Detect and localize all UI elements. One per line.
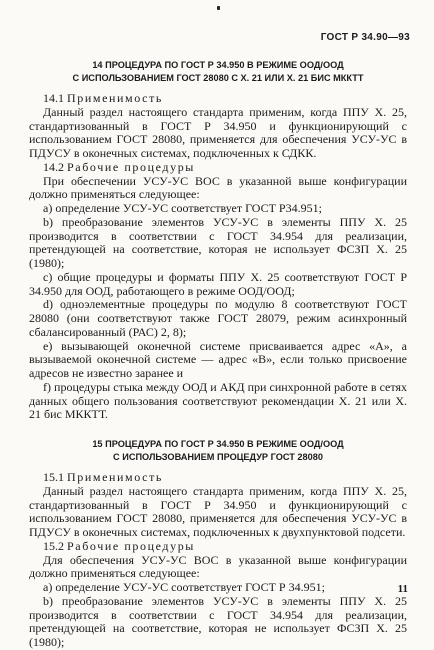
subsection-15-1-title: Применимость: [67, 470, 163, 484]
subsection-14-1-text: Данный раздел настоящего стандарта применим, когда ППУ Х. 25, стандартизованный в ГОСТ Р 34.950 и функционирующий с использованием ГОСТ 28080, применяется для обеспечения УСУ-УС в ПДУСУ в оконечных системах, подключенных к СДКК.: [29, 104, 407, 160]
section-15-heading: [29, 438, 407, 464]
section-15-heading-line-2: С ИСПОЛЬЗОВАНИЕМ ПРОЦЕДУР ГОСТ 28080: [113, 452, 323, 462]
section-14-heading-line-1: 14 ПРОЦЕДУРА ПО ГОСТ Р 34.950 В РЕЖИМЕ ООД/ООД: [92, 60, 344, 70]
list-item: a) определение УСУ-УС соответствует ГОСТ Р34.951;: [43, 201, 322, 215]
subsection-15-1-text: Данный раздел настоящего стандарта применим, когда ППУ Х. 25, стандартизованный в ГОСТ Р 34.950 и функционирующий с использованием ГОСТ 28080, применяется для обеспечения УСУ-УС в ПДУСУ в оконечных системах, подключенных к двухпунктовой подсети.: [29, 483, 407, 539]
page-number: 11: [397, 583, 408, 595]
list-item: f) процедуры стыка между ООД и АКД при синхронной работе в сетях данных общего пользования соответствуют рекомендации Х. 21 или Х. 21 бис МККТТ.: [29, 379, 407, 422]
subsection-15-1-number: 15.1: [43, 470, 64, 484]
document-body: [29, 59, 407, 650]
list-item: c) общие процедуры и форматы ППУ Х. 25 соответствуют ГОСТ Р 34.950 для ООД, работающего в режиме ООД/ООД;: [29, 269, 407, 298]
subsection-15-1-heading: [29, 471, 407, 485]
section-15-heading-line-1: 15 ПРОЦЕДУРА ПО ГОСТ Р 34.950 В РЕЖИМЕ ООД/ООД: [92, 439, 344, 449]
subsection-14-2-intro: При обеспечении УСУ-УС ВОС в указанной выше конфигурации должно применяться следующее:: [29, 173, 407, 202]
section-14-heading-line-2: С ИСПОЛЬЗОВАНИЕМ ГОСТ 28080 С Х. 21 ИЛИ Х. 21 БИС МККТТ: [72, 73, 364, 83]
subsection-14-1-heading: [29, 92, 407, 106]
list-item: d) одноэлементные процедуры по модулю 8 соответствуют ГОСТ 28080 (они соответствуют также ГОСТ 28079, режим асинхронный сбалансированный (РАС) 2, 8);: [29, 297, 407, 339]
list-item: a) определение УСУ-УС соответствует ГОСТ Р 34.951;: [43, 580, 325, 594]
list-item: b) преобразование элементов УСУ-УС в элементы ППУ Х. 25 производится в соответствии с ГОСТ 34.954 для реализации, претендующей на соответствие, которая не использует ФСЗП Х. 25 (1980);: [29, 593, 407, 649]
subsection-15-2-title: Рабочие процедуры: [67, 538, 195, 553]
subsection-14-1-number: 14.1: [43, 91, 64, 105]
subsection-15-2-intro: Для обеспечения УСУ-УС ВОС в указанной выше конфигурации должно применяться следующее:: [29, 552, 407, 581]
subsection-14-2-heading: [29, 161, 407, 175]
subsection-15-2-number: 15.2: [43, 538, 64, 553]
section-14-heading: [29, 59, 407, 85]
standard-header: ГОСТ Р 34.90—93: [320, 32, 410, 43]
subsection-14-2-number: 14.2: [43, 159, 64, 174]
subsection-14-2-title: Рабочие процедуры: [67, 159, 195, 174]
print-speck: [217, 6, 220, 10]
list-item: e) вызывающей оконечной системе присваивается адрес «А», а вызываемой оконечной системе — адрес «В», если только присвоение адресов не известно заранее и: [29, 338, 407, 380]
list-item: b) преобразование элементов УСУ-УС в элементы ППУ Х. 25 производится в соответствии с ГОСТ 34.954 для реализации, претендующей на соответствие, которая не использует ФСЗП Х. 25 (1980);: [29, 214, 407, 270]
subsection-14-1-title: Применимость: [67, 91, 163, 105]
subsection-15-2-heading: [29, 540, 407, 554]
